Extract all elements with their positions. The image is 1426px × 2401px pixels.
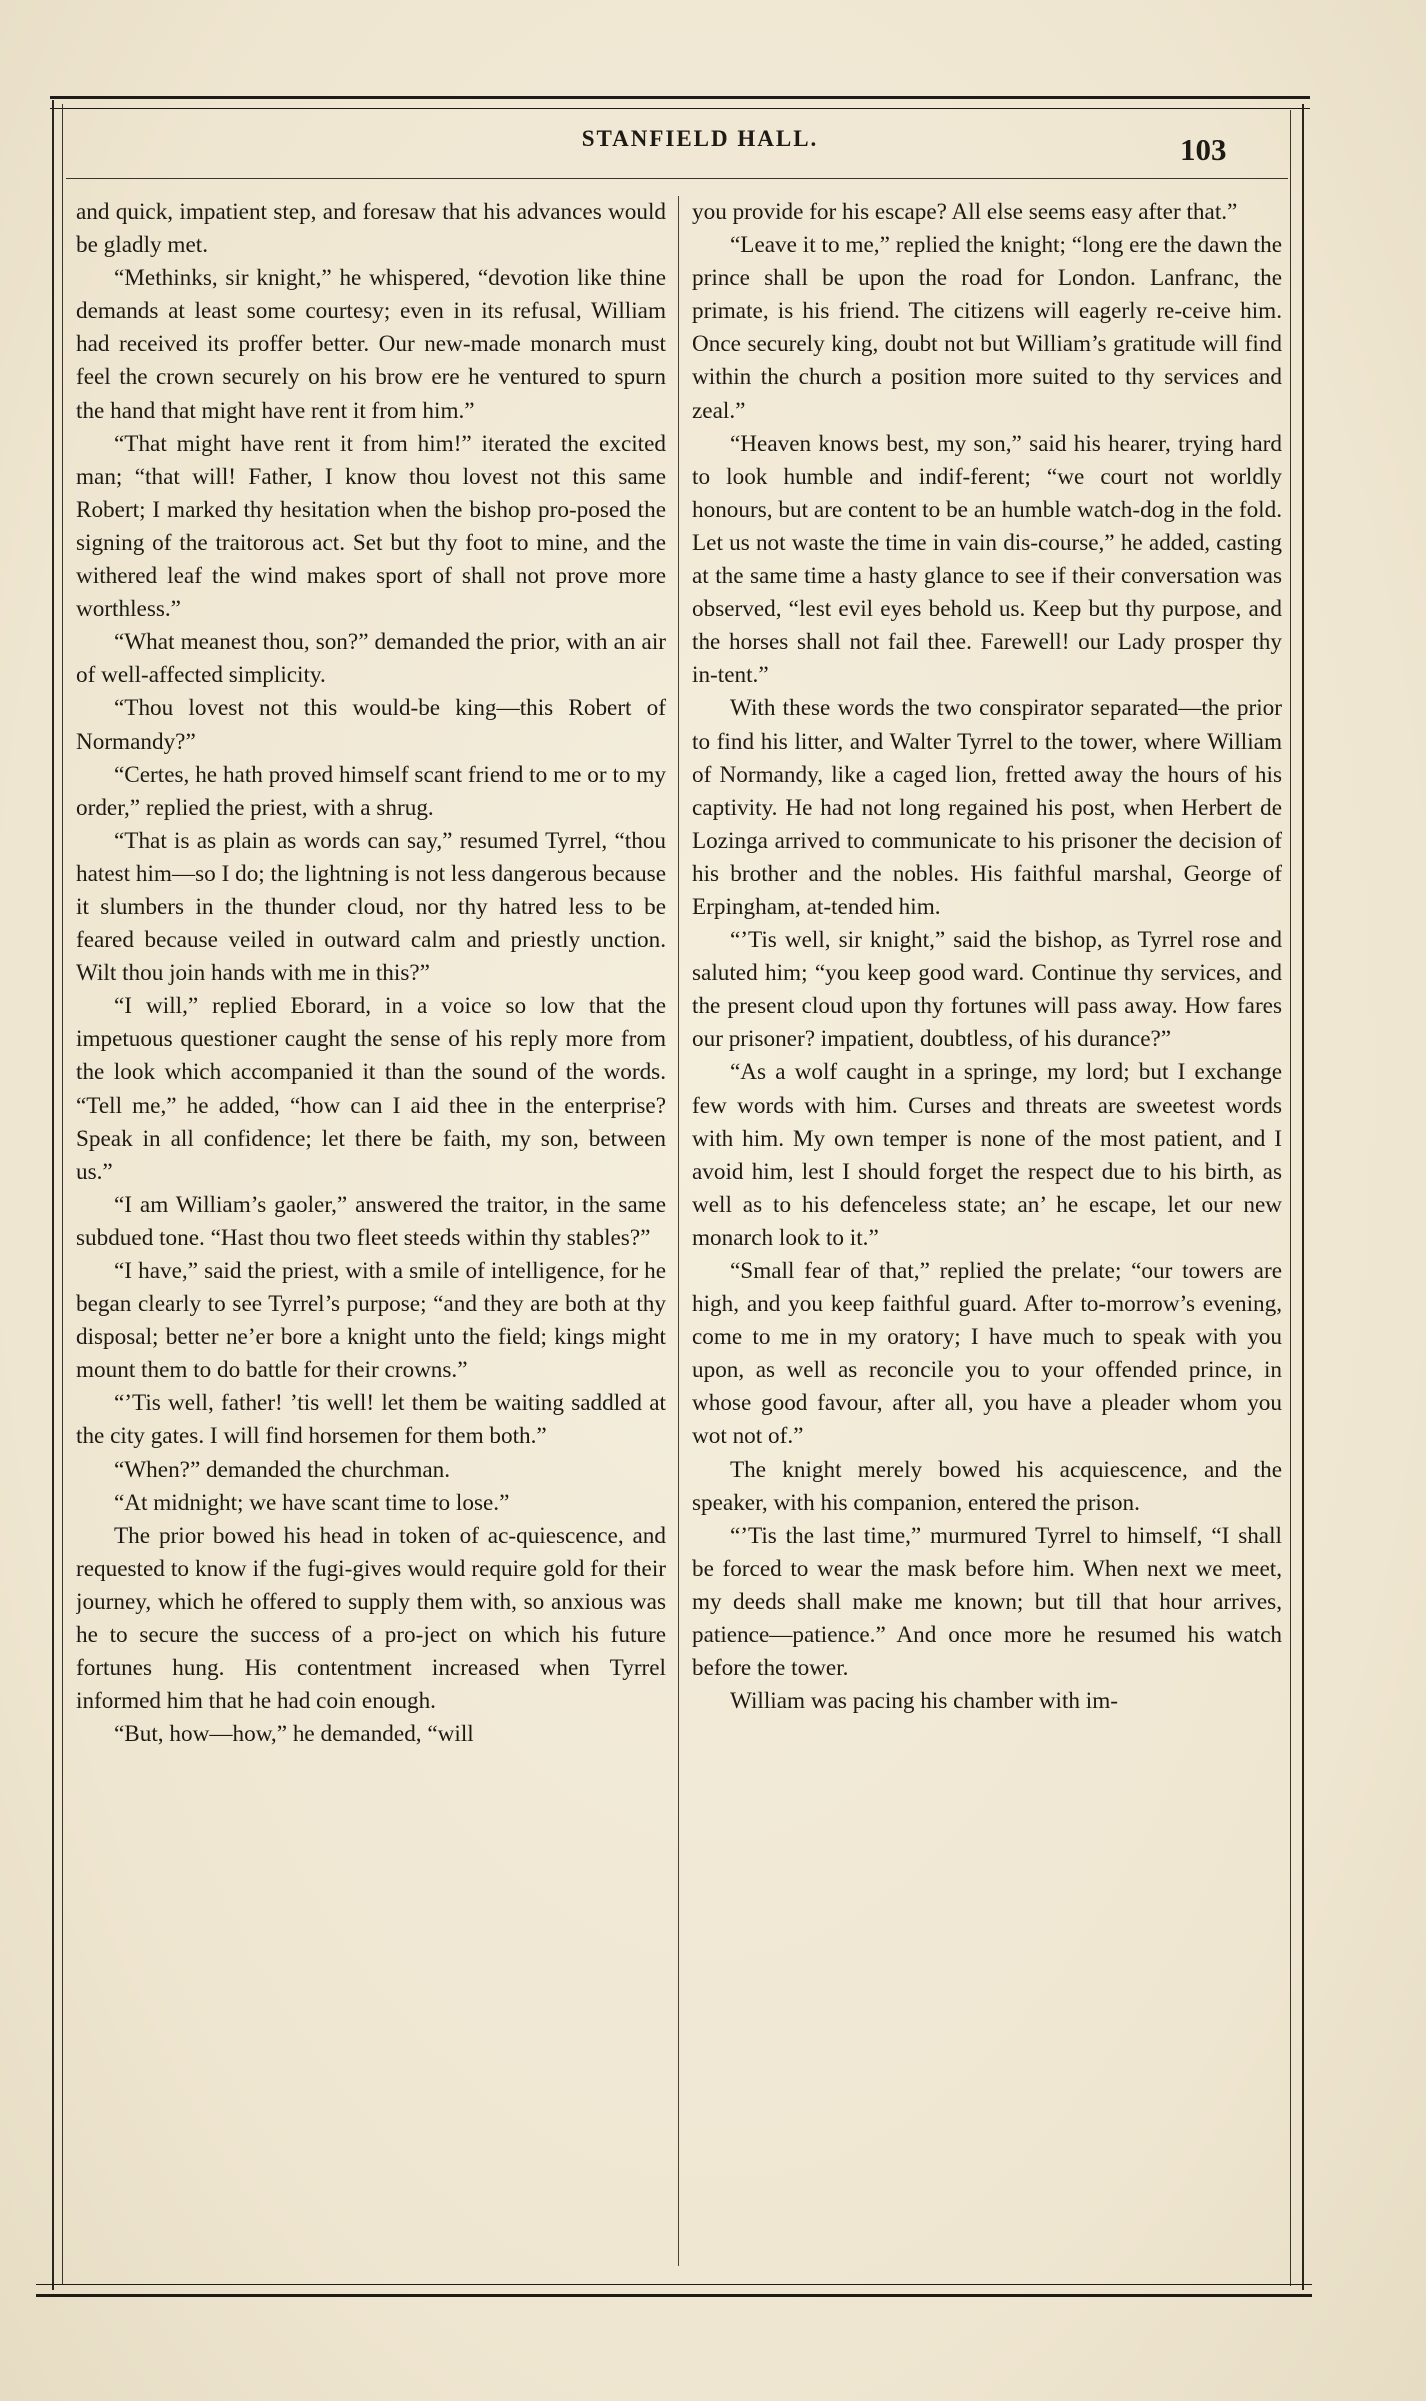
- paragraph: “At midnight; we have scant time to lose.”: [114, 1489, 510, 1516]
- column-divider: [678, 196, 679, 2266]
- paragraph: “I am William’s gaoler,” answered the traitor, in the same subdued tone. “Hast thou two fleet steeds within thy stables?”: [76, 1191, 666, 1251]
- paragraph: “Small fear of that,” replied the prelate; “our towers are high, and you keep faithful guard. After to-morrow’s evening, come to me in my oratory; I have much to speak with you upon, as well as reconcile you to your offended prince, in whose good favour, after all, you have a pleader whom you wot not of.”: [692, 1258, 1282, 1450]
- paragraph: “I have,” said the priest, with a smile of intelligence, for he began clearly to see Tyrrel’s purpose; “and they are both at thy disposal; better ne’er bore a knight unto the field; kings might mount them to do battle for their crowns.”: [76, 1258, 666, 1384]
- paragraph: “Certes, he hath proved himself scant friend to me or to my order,” replied the priest, with a shrug.: [76, 761, 666, 821]
- left-text-column: [76, 196, 666, 2276]
- paragraph: The prior bowed his head in token of ac-quiescence, and requested to know if the fugi-gives would require gold for their journey, which he offered to supply them with, so anxious was he to secure the success of a pro-ject on which his future fortunes hung. His contentment increased when Tyrrel informed him that he had coin enough.: [76, 1522, 666, 1715]
- paragraph: “That might have rent it from him!” iterated the excited man; “that will! Father, I know thou lovest not this same Robert; I marked thy hesitation when the bishop pro-posed the signing of the traitorous act. Set but thy foot to mine, and the withered leaf the wind makes sport of shall not prove more worthless.”: [76, 430, 666, 623]
- right-frame-line: [1302, 104, 1304, 2290]
- paragraph: “As a wolf caught in a springe, my lord; but I exchange few words with him. Curses and threats are sweetest words with him. My own temper is none of the most patient, and I avoid him, lest I should forget the respect due to his birth, as well as to his defenceless state; an’ he escape, let our new monarch look to it.”: [692, 1059, 1282, 1251]
- right-text-column: [692, 196, 1282, 2276]
- paragraph: “That is as plain as words can say,” resumed Tyrrel, “thou hatest him—so I do; the lightning is not less dangerous because it slumbers in the thunder cloud, nor thy hatred less to be feared because veiled in outward calm and priestly unction. Wilt thou join hands with me in this?”: [76, 827, 666, 987]
- top-border-rule: [50, 96, 1310, 109]
- paragraph: “But, how—how,” he demanded, “will: [114, 1721, 474, 1748]
- left-frame-line: [52, 100, 54, 2290]
- paragraph: “I will,” replied Eborard, in a voice so low that the impetuous questioner caught the sense of his reply more from the look which accompanied it than the sound of the words. “Tell me,” he added, “how can I aid thee in the enterprise? Speak in all confidence; let there be faith, my son, between us.”: [76, 993, 666, 1185]
- page-number: 103: [1180, 132, 1227, 167]
- paragraph: “Heaven knows best, my son,” said his hearer, trying hard to look humble and indif-ferent; “we court not worldly honours, but are content to be an humble watch-dog in the fold. Let us not waste the time in vain dis-course,” he added, casting at the same time a hasty glance to see if their conversation was observed, “lest evil eyes behold us. Keep but thy purpose, and the horses shall not fail thee. Farewell! our Lady prosper thy in-tent.”: [692, 430, 1282, 689]
- paragraph: “’Tis the last time,” murmured Tyrrel to himself, “I shall be forced to wear the mask before him. When next we meet, my deeds shall make me known; but till that hour arrives, patience—patience.” And once more he resumed his watch before the tower.: [692, 1522, 1282, 1682]
- paragraph: The knight merely bowed his acquiescence, and the speaker, with his companion, entered the prison.: [692, 1456, 1282, 1516]
- paragraph: “Leave it to me,” replied the knight; “long ere the dawn the prince shall be upon the road for London. Lanfranc, the primate, is his friend. The citizens will eagerly re-ceive him. Once securely king, doubt not but William’s gratitude will find within the church a position more suited to thy services and zeal.”: [692, 232, 1282, 424]
- paragraph: “’Tis well, sir knight,” said the bishop, as Tyrrel rose and saluted him; “you keep good ward. Continue thy services, and the present cloud upon thy fortunes will pass away. How fares our prisoner? impatient, doubtless, of his durance?”: [692, 927, 1282, 1053]
- paragraph: “What meanest thou, son?” demanded the prior, with an air of well-affected simplicity.: [76, 629, 666, 689]
- right-inner-frame-line: [1290, 110, 1291, 2286]
- paragraph: and quick, impatient step, and foresaw that his advances would be gladly met.: [76, 199, 666, 259]
- paragraph: “Thou lovest not this would-be king—this Robert of Normandy?”: [76, 695, 666, 755]
- header-rule: [66, 178, 1288, 179]
- left-inner-frame-line: [62, 104, 63, 2284]
- bottom-border-rule: [36, 2284, 1312, 2297]
- paragraph: William was pacing his chamber with im-: [730, 1688, 1119, 1715]
- paragraph: “Methinks, sir knight,” he whispered, “devotion like thine demands at least some courtesy; even in its refusal, William had received its proffer better. Our new-made monarch must feel the crown securely on his brow ere he ventured to spurn the hand that might have rent it from him.”: [76, 265, 666, 424]
- paragraph: With these words the two conspirator separated—the prior to find his litter, and Walter Tyrrel to the tower, where William of Normandy, like a caged lion, fretted away the hours of his captivity. He had not long regained his post, when Herbert de Lozinga arrived to communicate to his prisoner the decision of his brother and the nobles. His faithful marshal, George of Erpingham, at-tended him.: [692, 695, 1282, 920]
- running-head: STANFIELD HALL.: [581, 126, 819, 151]
- paragraph: “When?” demanded the churchman.: [114, 1456, 451, 1483]
- paragraph: “’Tis well, father! ’tis well! let them be waiting saddled at the city gates. I will find horsemen for them both.”: [76, 1390, 666, 1450]
- paragraph: you provide for his escape? All else seems easy after that.”: [692, 199, 1238, 225]
